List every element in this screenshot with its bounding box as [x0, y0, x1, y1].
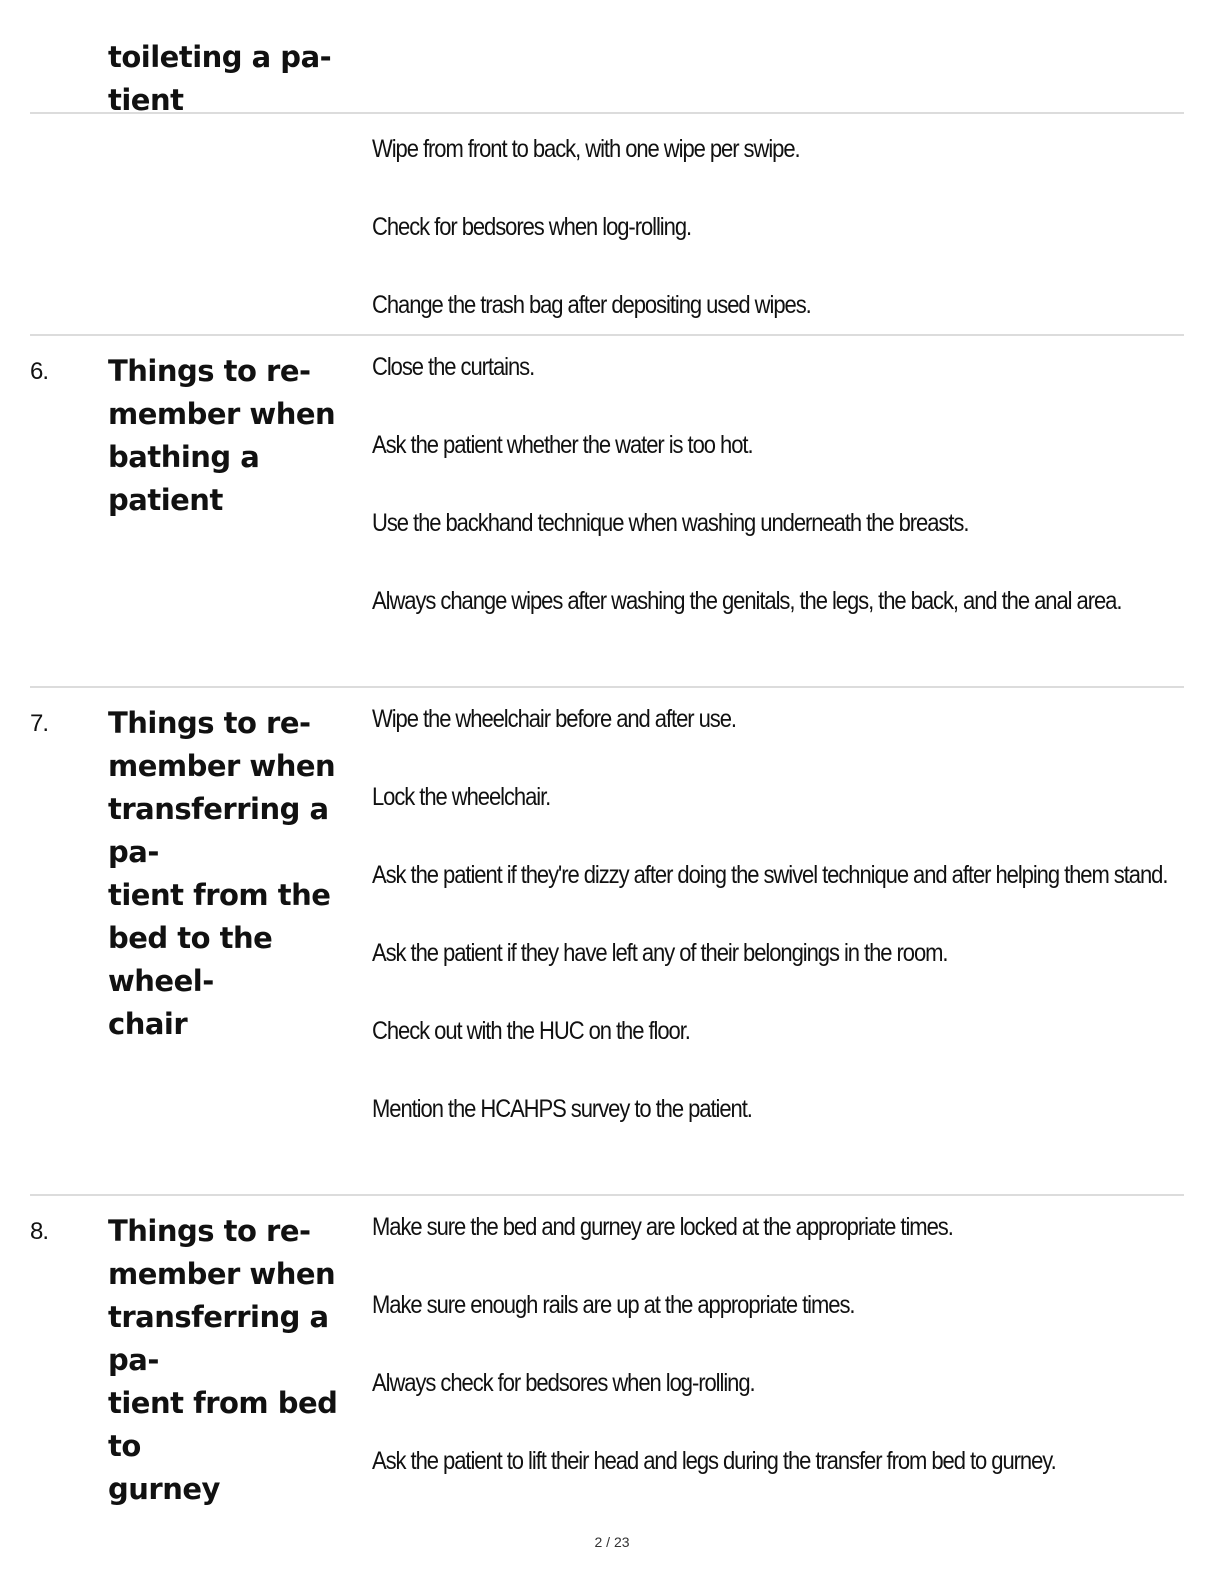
list-item: Make sure the bed and gurney are locked at the appropriate times. — [372, 1213, 953, 1241]
list-item: Check out with the HUC on the floor. — [372, 1017, 690, 1045]
section-number — [30, 0, 108, 112]
section-row-7 — [30, 688, 1184, 1196]
section-items — [372, 0, 1184, 112]
section-number: 7. — [30, 710, 49, 737]
section-items — [372, 688, 1184, 1194]
section-number: 8. — [30, 1218, 49, 1245]
list-item: Ask the patient if they have left any of their belongings in the room. — [372, 939, 948, 967]
list-item: Change the trash bag after depositing used wipes. — [372, 291, 811, 319]
section-row-8 — [30, 1196, 1184, 1511]
section-row-6 — [30, 336, 1184, 688]
section-title — [108, 336, 372, 686]
document-page — [30, 0, 1184, 1511]
section-row-continued-title — [30, 0, 1184, 117]
section-items — [372, 114, 1184, 334]
section-row-toileting-items — [30, 114, 1184, 336]
section-title — [108, 114, 372, 334]
list-item: Lock the wheelchair. — [372, 783, 551, 811]
section-items — [372, 336, 1184, 686]
list-item: Always check for bedsores when log-rolling. — [372, 1369, 755, 1397]
list-item: Check for bedsores when log-rolling. — [372, 213, 692, 241]
list-item: Ask the patient if they're dizzy after doing the swivel technique and after helping them stand. — [372, 861, 1168, 889]
list-item: Make sure enough rails are up at the appropriate times. — [372, 1291, 855, 1319]
page-indicator: 2 / 23 — [594, 1534, 630, 1550]
section-items — [372, 1196, 1184, 1511]
section-title — [108, 1196, 372, 1511]
title-text: Things to re- member when transferring a pa- tient from the bed to the wheel- chair — [108, 706, 336, 1041]
list-item: Wipe from front to back, with one wipe per swipe. — [372, 135, 800, 163]
section-title — [108, 688, 372, 1194]
title-line: tient — [108, 83, 184, 117]
title-line: toileting a pa- — [108, 40, 332, 74]
list-item: Ask the patient whether the water is too hot. — [372, 431, 753, 459]
title-text: Things to re- member when transferring a pa- tient from bed to gurney — [108, 1214, 338, 1506]
section-number: 6. — [30, 358, 49, 385]
list-item: Close the curtains. — [372, 353, 535, 381]
section-number — [30, 114, 108, 334]
list-item: Wipe the wheelchair before and after use. — [372, 705, 736, 733]
list-item: Always change wipes after washing the genitals, the legs, the back, and the anal area. — [372, 587, 1122, 615]
list-item: Mention the HCAHPS survey to the patient. — [372, 1095, 752, 1123]
list-item: Ask the patient to lift their head and legs during the transfer from bed to gurney. — [372, 1447, 1056, 1475]
list-item: Use the backhand technique when washing underneath the breasts. — [372, 509, 969, 537]
section-title — [108, 0, 372, 117]
title-text: Things to re- member when bathing a patient — [108, 354, 336, 517]
